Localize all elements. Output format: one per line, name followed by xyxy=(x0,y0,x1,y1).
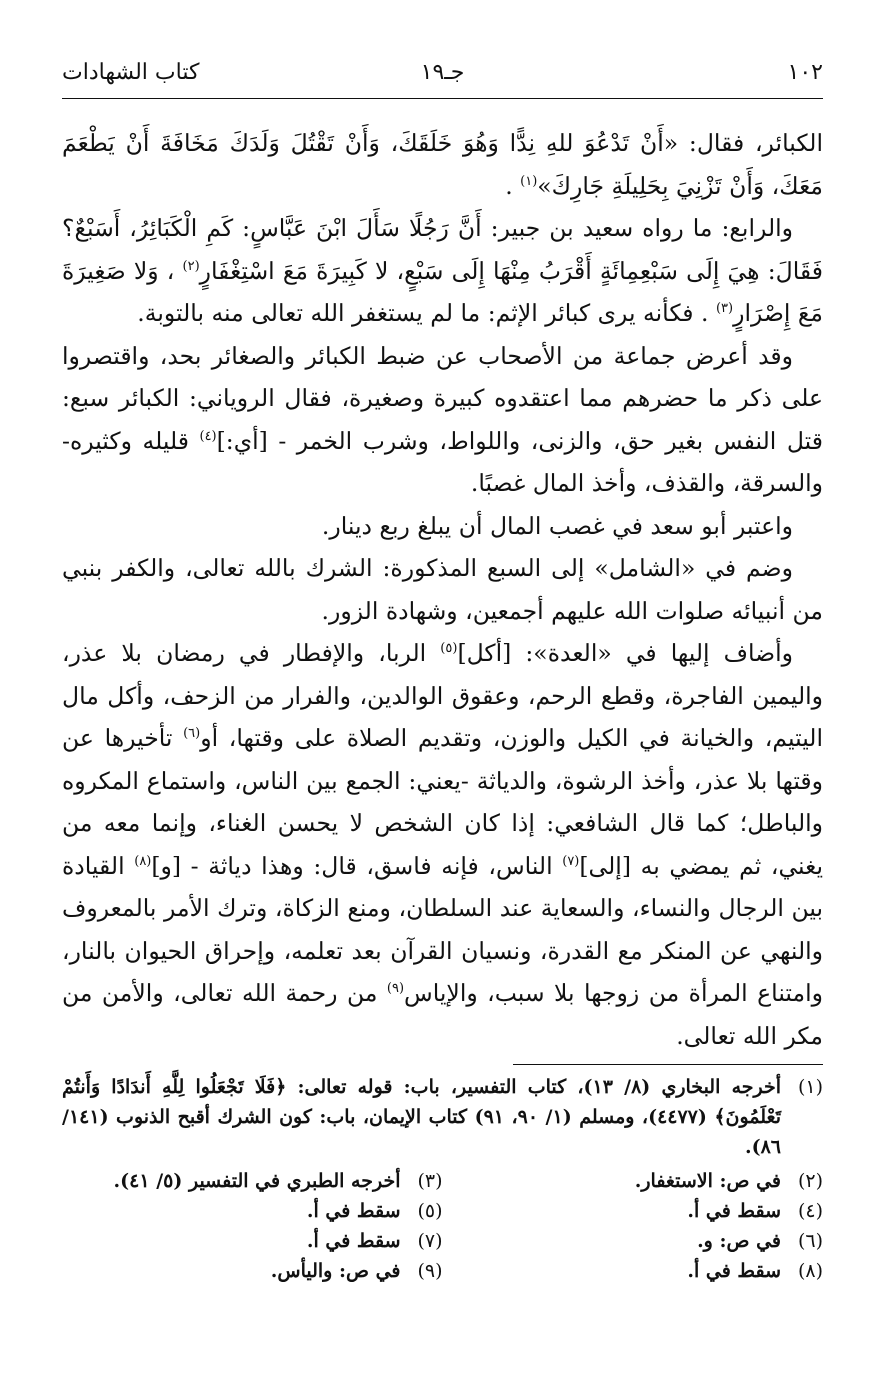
paragraph: واعتبر أبو سعد في غصب المال أن يبلغ ربع دينار. xyxy=(321,511,793,540)
footnote-number: (٢) xyxy=(797,1170,823,1192)
footnote xyxy=(62,1196,443,1226)
footnotes xyxy=(62,1072,823,1286)
volume-label: جـ١٩ xyxy=(420,60,465,85)
footnote-number: (١) xyxy=(797,1076,823,1098)
footnote-number: (٨) xyxy=(797,1260,823,1282)
footnote xyxy=(443,1166,824,1196)
footnote xyxy=(62,1166,443,1196)
paragraph: وقد أعرض جماعة من الأصحاب عن ضبط الكبائر والصغائر بحد، واقتصروا على ذكر ما حضرهم مما اعتقدوه كبيرة وصغيرة، فقال الروياني: الكبائر سبع: قتل النفس بغير حق، والزنى، واللواط، وشرب الخمر - [أي:]$^{(٤)}$ قليله وكثيره- والسرقة، والقذف، وأخذ المال غصبًا. xyxy=(62,341,823,497)
footnote-grid xyxy=(62,1166,823,1286)
page-number: ١٠٢ xyxy=(787,60,823,85)
footnote-marker: (٣) xyxy=(715,301,734,316)
footnote-divider xyxy=(513,1064,823,1065)
paragraph: وضم في «الشامل» إلى السبع المذكورة: الشرك بالله تعالى، والكفر بنبي من أنبيائه صلوات الله عليهم أجمعين، وشهادة الزور. xyxy=(62,554,823,625)
footnote-number: (٣) xyxy=(417,1170,443,1192)
footnote-marker: (٤) xyxy=(199,428,217,444)
footnote xyxy=(62,1226,443,1256)
footnote-number: (٦) xyxy=(797,1230,823,1252)
footnote-marker: (٢) xyxy=(182,258,200,274)
footnote-text: أخرجه البخاري (٨/ ١٣)، كتاب التفسير، باب: قوله تعالى: ﴿فَلَا تَجْعَلُوا لِلَّهِ أَندَادًا وَأَنتُمْ تَعْلَمُونَ﴾ (٤٤٧٧)، ومسلم (١/ ٩٠، ٩١) كتاب الإيمان، باب: كون الشرك أقبح الذنوب (١٤١/ ٨٦). xyxy=(62,1076,782,1158)
footnote-number: (٩) xyxy=(417,1260,443,1282)
footnote-number: (٧) xyxy=(417,1230,443,1252)
main-text xyxy=(62,122,823,1057)
footnote xyxy=(443,1196,824,1226)
footnote-marker: (٩) xyxy=(386,981,405,996)
footnote-text: أخرجه الطبري في التفسير (٥/ ٤١). xyxy=(113,1170,401,1192)
paragraph: وأضاف إليها في «العدة»: [أكل]$^{(٥)}$ الربا، والإفطار في رمضان بلا عذر، واليمين الفاجرة، وقطع الرحم، وعقوق الوالدين، والفرار من الزحف، وأكل مال اليتيم، والخيانة في الكيل والوزن، وتقديم الصلاة على وقتها، أو$^{(٦)}$ تأخيرها عن وقتها بلا عذر، وأخذ الرشوة، والدياثة -يعني: الجمع بين الناس، واستماع المكروه والباطل؛ كما قال الشافعي: إذا كان الشخص لا يحسن الغناء، وإنما معه من يغني، ثم يمضي به [إلى]$^{(٧)}$ الناس، فإنه فاسق، قال: وهذا دياثة - [و]$^{(٨)}$ القيادة بين الرجال والنساء، والسعاية عند السلطان، ومنع الزكاة، وترك الأمر بالمعروف والنهي عن المنكر مع القدرة، ونسيان القرآن بعد تعلمه، وإحراق الحيوان بالنار، وامتناع المرأة من زوجها بلا سبب، والإياس$^{(٩)}$ من رحمة الله تعالى، والأمن من مكر الله تعالى. xyxy=(62,639,824,1050)
footnote-number: (٤) xyxy=(797,1200,823,1222)
page-header xyxy=(62,58,823,99)
book-title: كتاب الشهادات xyxy=(62,60,200,85)
footnote-text: في ص: الاستغفار. xyxy=(634,1170,781,1192)
footnote-marker: (٧) xyxy=(562,853,580,869)
footnote-text: في ص: واليأس. xyxy=(270,1260,401,1282)
footnote-marker: (١) xyxy=(520,173,538,189)
footnote xyxy=(62,1256,443,1286)
footnote-number: (٥) xyxy=(417,1200,443,1222)
footnote-marker: (٦) xyxy=(183,726,201,741)
footnote-text: سقط في أ. xyxy=(687,1200,781,1222)
footnote-text: سقط في أ. xyxy=(306,1200,401,1222)
footnote-text: سقط في أ. xyxy=(687,1260,781,1282)
footnote xyxy=(62,1072,823,1162)
paragraph: والرابع: ما رواه سعيد بن جبير: أَنَّ رَجُلًا سَأَلَ ابْنَ عَبَّاسٍ: كَمِ الْكَبَائِرُ، أَسَبْعٌ؟ فَقَالَ: هِيَ إِلَى سَبْعِمِائَةٍ أَقْرَبُ مِنْهَا إِلَى سَبْعٍ، لا كَبِيرَةَ مَعَ اسْتِغْفَارٍ$^{(٢)}$ ، وَلا صَغِيرَةَ مَعَ إِصْرَارٍ$^{(٣)}$ . فكأنه يرى كبائر الإثم: ما لم يستغفر الله تعالى منه بالتوبة. xyxy=(62,214,823,327)
footnote-text: سقط في أ. xyxy=(306,1230,401,1252)
paragraph: الكبائر، فقال: «أَنْ تَدْعُوَ للهِ نِدًّا وَهُوَ خَلَقَكَ، وَأَنْ تَقْتُلَ وَلَدَكَ مَخَافَةَ أَنْ يَطْعَمَ مَعَكَ، وَأَنْ تَزْنِيَ بِحَلِيلَةِ جَارِكَ»$^{(١)}$ . xyxy=(62,129,823,200)
footnote-marker: (٨) xyxy=(134,853,152,869)
footnote-marker: (٥) xyxy=(440,641,458,656)
footnote-text: في ص: و. xyxy=(697,1230,781,1252)
footnote xyxy=(443,1256,824,1286)
footnote xyxy=(443,1226,824,1256)
